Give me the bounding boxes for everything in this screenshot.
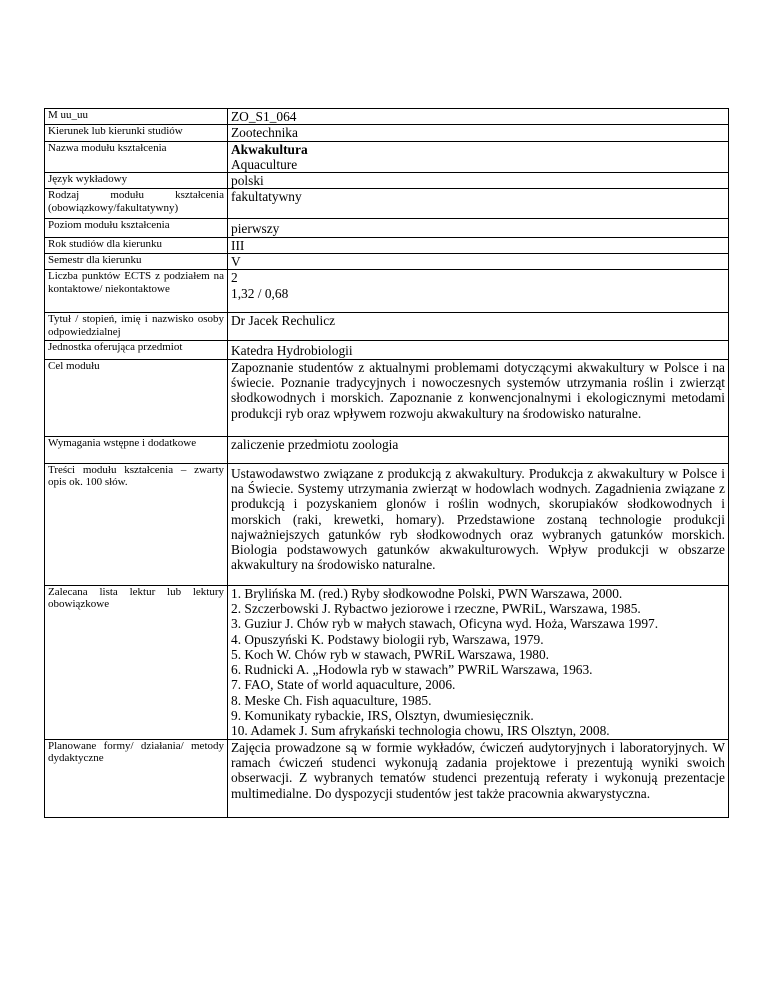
field-of-study: Zootechnika	[228, 125, 729, 141]
list-item: 8. Meske Ch. Fish aquaculture, 1985.	[231, 692, 432, 708]
table-row	[45, 237, 729, 253]
list-item: 7. FAO, State of world aquaculture, 2006.	[231, 677, 456, 693]
row-label: M uu_uu	[45, 109, 228, 125]
module-code: ZO_S1_064	[228, 109, 729, 125]
prerequisites: zaliczenie przedmiotu zoologia	[228, 436, 729, 463]
semester: V	[228, 254, 729, 270]
row-label: Jednostka oferująca przedmiot	[45, 341, 228, 359]
list-item: 10. Adamek J. Sum afrykański technologia chowu, IRS Olsztyn, 2008.	[231, 723, 610, 739]
study-year: III	[228, 237, 729, 253]
list-item: 5. Koch W. Chów ryb w stawach, PWRiL Warszawa, 1980.	[231, 646, 550, 662]
module-name-pl: Akwakultura	[231, 141, 308, 157]
table-row	[45, 739, 729, 817]
module-type: fakultatywny	[228, 189, 729, 219]
row-label: Rok studiów dla kierunku	[45, 237, 228, 253]
table-row	[45, 585, 729, 739]
row-label: Cel modułu	[45, 359, 228, 436]
table-row	[45, 463, 729, 585]
teaching-methods: Zajęcia prowadzone są w formie wykładów, ćwiczeń audytoryjnych i laboratoryjnych. W ramach ćwiczeń studenci wykonują zadania projektowe i prezentują wyniki swoich obserwacji. Z wybranych tematów studenci prezentują referaty i wykonują prezentacje multimedialne. Do dyspozycji studentów jest także pracownia akwarystyczna.	[228, 739, 729, 817]
table-row	[45, 313, 729, 341]
table-row	[45, 109, 729, 125]
list-item: 9. Komunikaty rybackie, IRS, Olsztyn, dwumiesięcznik.	[231, 708, 534, 724]
row-label: Liczba punktów ECTS z podziałem na kontaktowe/ niekontaktowe	[45, 270, 228, 313]
ects-total: 2	[231, 270, 238, 286]
table-row	[45, 141, 729, 173]
table-row	[45, 219, 729, 237]
row-label: Nazwa modułu kształcenia	[45, 141, 228, 173]
list-item: 3. Guziur J. Chów ryb w małych stawach, Oficyna wyd. Hoża, Warszawa 1997.	[231, 616, 659, 632]
module-content: Ustawodawstwo związane z produkcją z akwakultury. Produkcja z akwakultury w Polsce i na Świecie. Systemy utrzymania zwierząt w hodowlach wodnych. Zagadnienia związane z produkcją i pozyskaniem glonów i roślin wodnych, skorupiaków słodkowodnych i morskich (raki, krewetki, homary). Przedstawione zostaną technologie produkcji najważniejszych gatunków ryb słodkowodnych oraz wybranych gatunków morskich. Biologia podstawowych gatunków akwakulturowych. Wpływ produkcji w obszarze akwakultury na środowisko naturalne.	[228, 463, 729, 585]
row-label: Wymagania wstępne i dodatkowe	[45, 436, 228, 463]
module-goal: Zapoznanie studentów z aktualnymi problemami dotyczącymi akwakultury w Polsce i na świecie. Poznanie tradycyjnych i nowoczesnych systemów utrzymania roślin i zwierząt słodkowodnych i morskich. Zapoznanie z konwencjonalnymi i ekologicznymi metodami produkcji ryb oraz wpływem rozwoju akwakultury na środowisko naturalne.	[228, 359, 729, 436]
row-label: Kierunek lub kierunki studiów	[45, 125, 228, 141]
responsible-person: Dr Jacek Rechulicz	[228, 313, 729, 341]
ects-cell	[228, 270, 729, 313]
module-level: pierwszy	[228, 219, 729, 237]
language: polski	[228, 173, 729, 189]
row-label: Język wykładowy	[45, 173, 228, 189]
list-item: 4. Opuszyński K. Podstawy biologii ryb, Warszawa, 1979.	[231, 631, 544, 647]
table-row	[45, 254, 729, 270]
row-label: Semestr dla kierunku	[45, 254, 228, 270]
row-label: Poziom modułu kształcenia	[45, 219, 228, 237]
row-label: Tytuł / stopień, imię i nazwisko osoby odpowiedzialnej	[45, 313, 228, 341]
module-syllabus-table	[44, 108, 729, 818]
row-label: Zalecana lista lektur lub lektury obowiązkowe	[45, 585, 228, 739]
offering-unit: Katedra Hydrobiologii	[228, 341, 729, 359]
list-item: 6. Rudnicki A. „Hodowla ryb w stawach” PWRiL Warszawa, 1963.	[231, 662, 593, 678]
table-row	[45, 125, 729, 141]
module-name-cell	[228, 141, 729, 173]
list-item: 1. Brylińska M. (red.) Ryby słodkowodne Polski, PWN Warszawa, 2000.	[231, 585, 623, 601]
table-row	[45, 359, 729, 436]
table-row	[45, 270, 729, 313]
list-item: 2. Szczerbowski J. Rybactwo jeziorowe i rzeczne, PWRiL, Warszawa, 1985.	[231, 600, 641, 616]
module-name-en: Aquaculture	[231, 156, 298, 172]
table-row	[45, 436, 729, 463]
row-label: Treści modułu kształcenia – zwarty opis ok. 100 słów.	[45, 463, 228, 585]
table-row	[45, 341, 729, 359]
table-row	[45, 173, 729, 189]
table-row	[45, 189, 729, 219]
row-label: Rodzaj modułu kształcenia (obowiązkowy/fakultatywny)	[45, 189, 228, 219]
ects-split: 1,32 / 0,68	[231, 285, 289, 301]
row-label: Planowane formy/ działania/ metody dydaktyczne	[45, 739, 228, 817]
reading-list	[228, 585, 729, 739]
